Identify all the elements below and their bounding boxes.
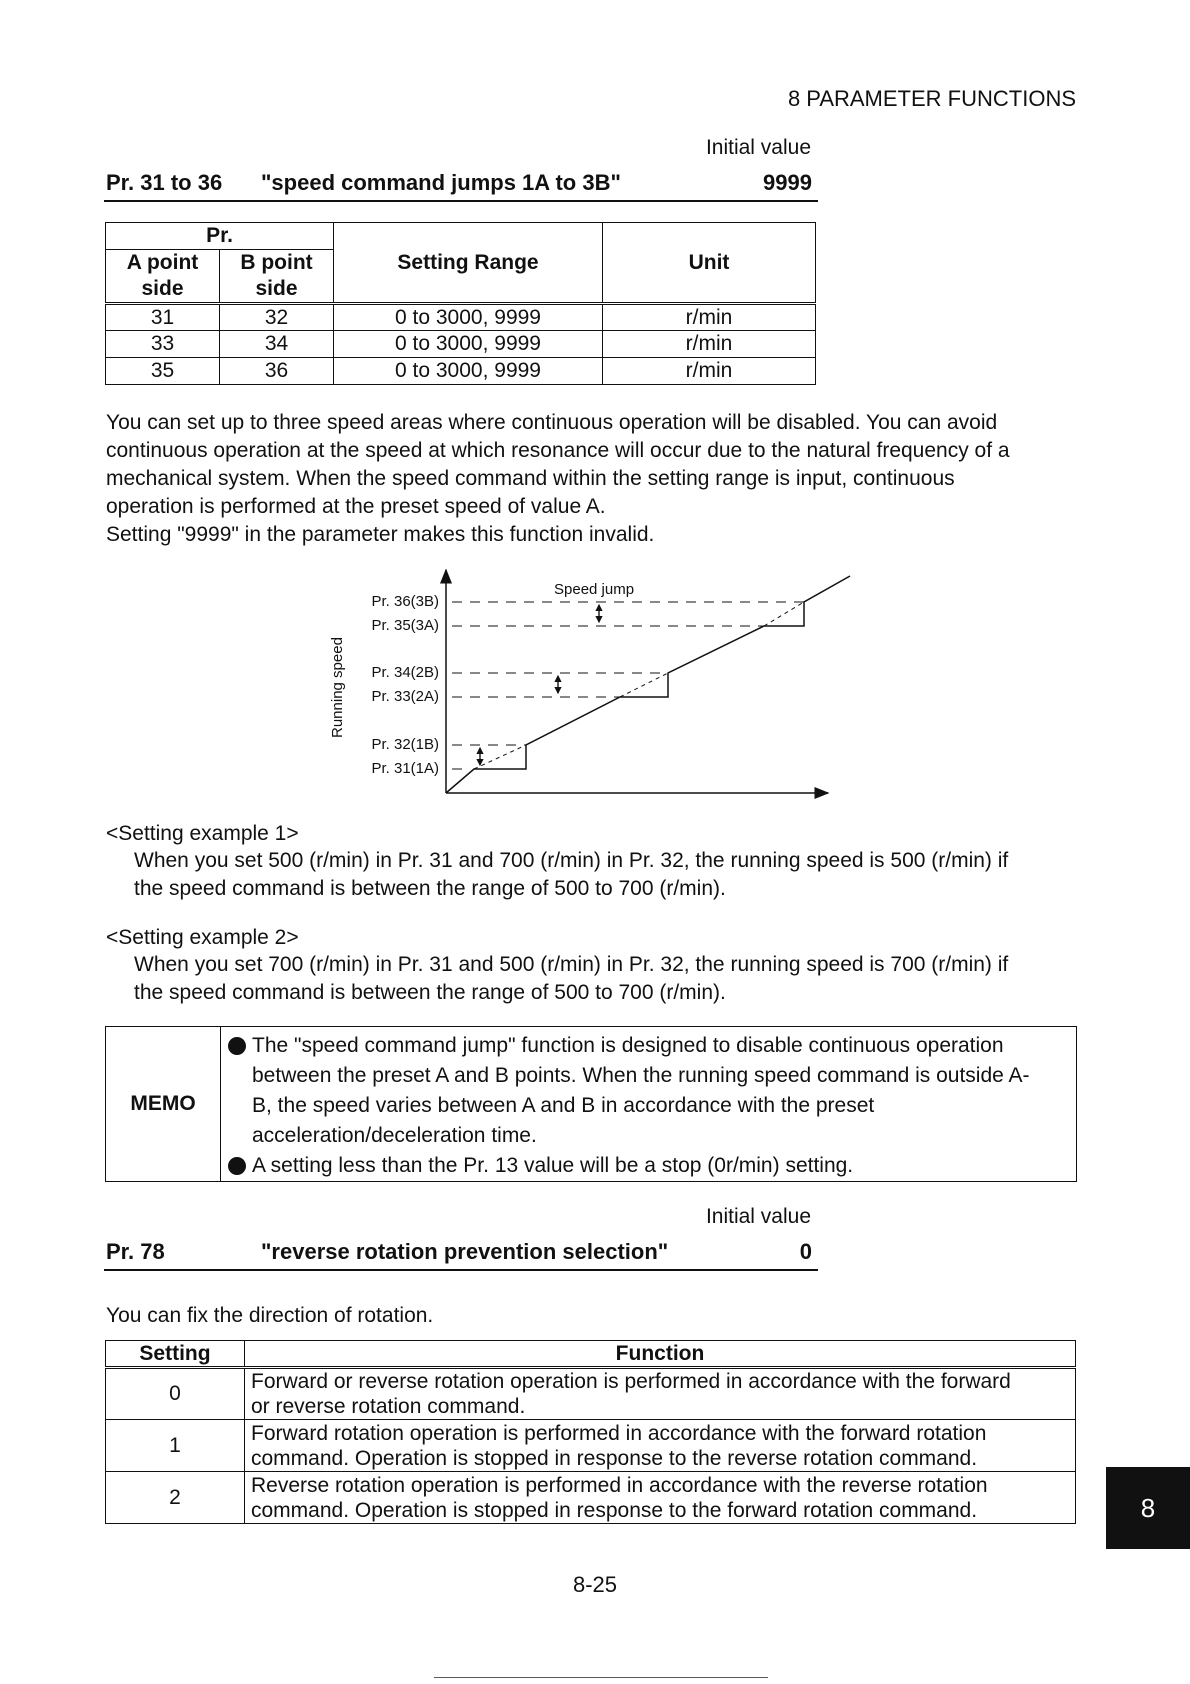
header-setting-range: Setting Range [334, 223, 603, 304]
table-row [106, 1472, 1076, 1524]
running-speed-path [446, 576, 850, 793]
table-row [106, 304, 816, 331]
initial-value: 9999 [763, 170, 812, 195]
level-label-31-1a: Pr. 31(1A) [371, 760, 439, 777]
level-label-32-1b: Pr. 32(1B) [371, 736, 439, 753]
cell-unit: r/min [603, 358, 816, 385]
cell-b: 32 [220, 304, 334, 331]
memo-item [224, 1151, 1074, 1181]
cell-function [245, 1368, 1076, 1420]
initial-value: 0 [799, 1239, 812, 1264]
example2-line: the speed command is between the range of 500 to 700 (r/min). [134, 981, 726, 1004]
function-line: command. Operation is stopped in response to the forward rotation command. [251, 1498, 978, 1522]
footer-rule [434, 1677, 768, 1678]
y-axis-label: Running speed [329, 637, 346, 738]
level-label-36-3b: Pr. 36(3B) [371, 593, 439, 610]
example1-body [134, 847, 1074, 903]
cell-unit: r/min [603, 304, 816, 331]
memo-line: between the preset A and B points. When the running speed command is outside A- [252, 1064, 1030, 1087]
cell-a: 33 [106, 331, 220, 358]
bullet-icon [228, 1157, 246, 1175]
cell-range: 0 to 3000, 9999 [334, 331, 603, 358]
memo-line: A setting less than the Pr. 13 value will be a stop (0r/min) setting. [252, 1154, 854, 1177]
initial-value-label: Initial value [705, 1205, 811, 1228]
header-unit: Unit [603, 223, 816, 304]
memo-box [105, 1026, 1077, 1182]
memo-item [224, 1031, 1074, 1151]
function-line: Forward rotation operation is performed in accordance with the forward rotation [251, 1421, 987, 1445]
dashed-level-lines [452, 602, 804, 769]
example2-title: <Setting example 2> [106, 926, 299, 949]
dashed-command-segments [474, 602, 804, 769]
header-function: Function [245, 1341, 1076, 1368]
setting-range-table [105, 222, 816, 385]
memo-label: MEMO [106, 1027, 221, 1181]
description-paragraph [106, 409, 1086, 549]
description-line: operation is performed at the preset speed of value A. [106, 495, 606, 518]
parameter-name: "speed command jumps 1A to 3B" [261, 170, 621, 195]
chapter-header: 8 PARAMETER FUNCTIONS [787, 86, 1076, 111]
chapter-side-tab: 8 [1106, 1467, 1190, 1549]
level-label-35-3a: Pr. 35(3A) [371, 617, 439, 634]
function-line: or reverse rotation command. [251, 1395, 526, 1418]
example1-line: When you set 500 (r/min) in Pr. 31 and 700 (r/min) in Pr. 32, the running speed is 500 (r/min) if [134, 849, 1009, 872]
header-setting: Setting [106, 1341, 245, 1368]
memo-line: acceleration/deceleration time. [252, 1124, 537, 1147]
parameter-name: "reverse rotation prevention selection" [261, 1239, 669, 1264]
cell-b: 34 [220, 331, 334, 358]
description-line: continuous operation at the speed at which resonance will occur due to the natural frequency of a [106, 439, 1010, 462]
cell-setting: 0 [106, 1368, 245, 1420]
memo-line: B, the speed varies between A and B in accordance with the preset [252, 1094, 875, 1117]
function-line: command. Operation is stopped in response to the reverse rotation command. [251, 1446, 978, 1470]
cell-a: 31 [106, 304, 220, 331]
memo-line: The "speed command jump" function is designed to disable continuous operation [252, 1034, 1004, 1057]
cell-range: 0 to 3000, 9999 [334, 304, 603, 331]
initial-value-label: Initial value [705, 136, 811, 159]
parameter-number: Pr. 78 [106, 1239, 165, 1264]
function-line: Reverse rotation operation is performed in accordance with the reverse rotation [251, 1473, 988, 1497]
rotation-setting-table [105, 1340, 1076, 1524]
table-row [106, 331, 816, 358]
parameter-number: Pr. 31 to 36 [106, 170, 223, 195]
table-row [106, 1368, 1076, 1420]
cell-b: 36 [220, 358, 334, 385]
section2-intro: You can fix the direction of rotation. [106, 1304, 434, 1327]
bullet-icon [228, 1037, 246, 1055]
example2-body [134, 951, 1074, 1007]
description-line: Setting "9999" in the parameter makes this function invalid. [106, 523, 655, 546]
example2-line: When you set 700 (r/min) in Pr. 31 and 500 (r/min) in Pr. 32, the running speed is 700 (r/min) if [134, 953, 1009, 976]
table-row [106, 1420, 1076, 1472]
jump-arrows [480, 605, 599, 765]
cell-unit: r/min [603, 331, 816, 358]
cell-setting: 1 [106, 1420, 245, 1472]
memo-body [224, 1031, 1074, 1181]
cell-function [245, 1420, 1076, 1472]
page-number: 8-25 [572, 1572, 618, 1597]
cell-range: 0 to 3000, 9999 [334, 358, 603, 385]
example1-line: the speed command is between the range of 500 to 700 (r/min). [134, 877, 726, 900]
table-row [106, 358, 816, 385]
cell-setting: 2 [106, 1472, 245, 1524]
cell-a: 35 [106, 358, 220, 385]
header-pr: Pr. [106, 223, 334, 250]
function-line: Forward or reverse rotation operation is performed in accordance with the forward [251, 1370, 1011, 1393]
description-line: mechanical system. When the speed command within the setting range is input, continuous [106, 467, 955, 490]
description-line: You can set up to three speed areas where continuous operation will be disabled. You can avoid [106, 411, 998, 434]
level-label-34-2b: Pr. 34(2B) [371, 664, 439, 681]
example1-title: <Setting example 1> [106, 822, 299, 845]
level-label-33-2a: Pr. 33(2A) [371, 688, 439, 705]
header-b-point: B point side [220, 250, 334, 304]
cell-function [245, 1472, 1076, 1524]
speed-jump-diagram [320, 560, 860, 805]
header-a-point: A point side [106, 250, 220, 304]
parameter-heading [104, 170, 818, 202]
parameter-heading [104, 1239, 818, 1271]
speed-jump-annotation: Speed jump [554, 581, 635, 598]
